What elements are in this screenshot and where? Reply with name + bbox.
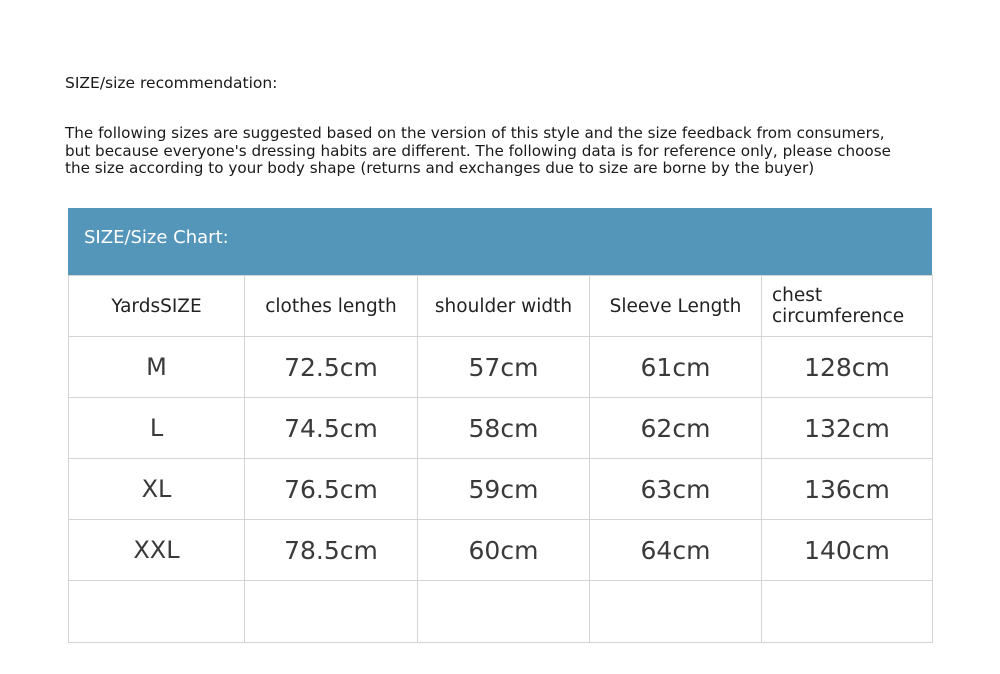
shoulder-width-cell: 60cm [418, 520, 590, 581]
table-row [69, 398, 933, 459]
table-row [69, 459, 933, 520]
size-cell: XL [69, 459, 245, 520]
empty-cell [245, 581, 418, 643]
intro-line: but because everyone's dressing habits are different. The following data is for reference only, please choose [65, 141, 891, 160]
size-chart-title: SIZE/Size Chart: [68, 208, 932, 275]
table-row-empty [69, 581, 933, 643]
shoulder-width-cell: 59cm [418, 459, 590, 520]
table-row [69, 337, 933, 398]
shoulder-width-cell: 57cm [418, 337, 590, 398]
table-row [69, 520, 933, 581]
column-header-chest-line2: circumference [772, 306, 905, 327]
table-header-row [69, 276, 933, 337]
intro-line: the size according to your body shape (returns and exchanges due to size are borne by the buyer) [65, 159, 815, 177]
column-header-shoulder-width: shoulder width [418, 276, 590, 337]
shoulder-width-cell: 58cm [418, 398, 590, 459]
clothes-length-cell: 76.5cm [245, 459, 418, 520]
column-header-clothes-length: clothes length [245, 276, 418, 337]
size-table [68, 275, 933, 643]
column-header-sleeve-length: Sleeve Length [590, 276, 762, 337]
column-header-chest-line1: chest [772, 285, 823, 306]
clothes-length-cell: 78.5cm [245, 520, 418, 581]
empty-cell [590, 581, 762, 643]
sleeve-length-cell: 61cm [590, 337, 762, 398]
sleeve-length-cell: 62cm [590, 398, 762, 459]
empty-cell [418, 581, 590, 643]
chest-cell: 128cm [762, 337, 933, 398]
intro-line: The following sizes are suggested based on the version of this style and the size feedback from consumers, [65, 124, 885, 142]
size-cell: XXL [69, 520, 245, 581]
column-header-size: YardsSIZE [69, 276, 245, 337]
page-heading: SIZE/size recommendation: [65, 74, 278, 92]
empty-cell [69, 581, 245, 643]
sleeve-length-cell: 63cm [590, 459, 762, 520]
size-cell: M [69, 337, 245, 398]
sleeve-length-cell: 64cm [590, 520, 762, 581]
clothes-length-cell: 74.5cm [245, 398, 418, 459]
size-chart [68, 208, 932, 647]
size-cell: L [69, 398, 245, 459]
empty-cell [762, 581, 933, 643]
chest-cell: 132cm [762, 398, 933, 459]
chest-cell: 140cm [762, 520, 933, 581]
clothes-length-cell: 72.5cm [245, 337, 418, 398]
column-header-chest-circumference [762, 276, 933, 337]
chest-cell: 136cm [762, 459, 933, 520]
intro-paragraph [65, 125, 945, 178]
